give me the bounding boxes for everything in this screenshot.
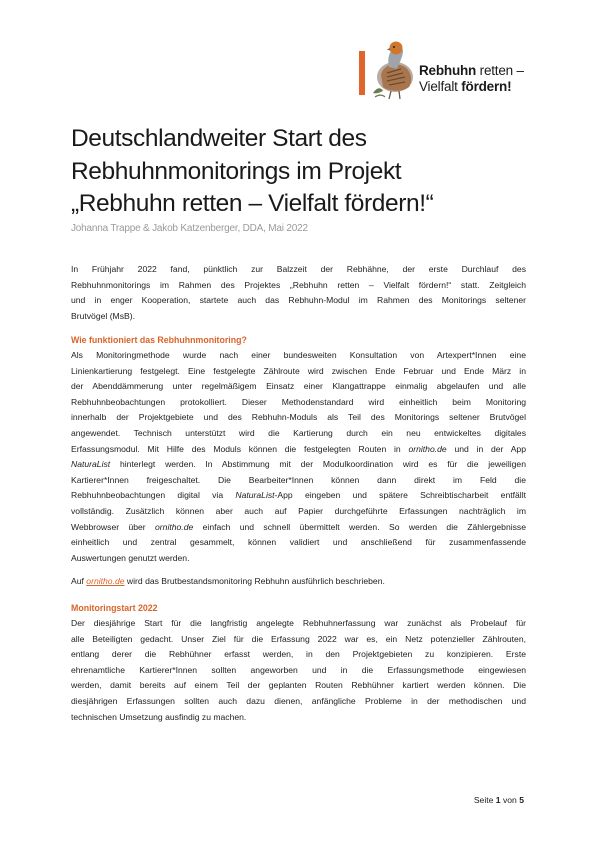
ornitho-reference: ornitho.de bbox=[408, 443, 447, 454]
text-line: Rebhuhnbeobachtungen protokolliert. Dieser Methodenstandard wird einheitlich beim Monitoring bbox=[71, 396, 526, 407]
text-line bbox=[71, 488, 526, 504]
partridge-icon bbox=[365, 31, 419, 101]
total-pages: 5 bbox=[519, 795, 524, 805]
text-line: einheitlich und zentral gesammelt, können validiert und anschließend für zusammenfassende bbox=[71, 537, 526, 548]
text-line: technischen Umsetzung ausfindig zu machen. bbox=[71, 711, 247, 722]
text-line bbox=[71, 442, 526, 458]
text-fragment: einfach und schnell übermittelt werden. So werden die Zählergebnisse bbox=[193, 521, 527, 532]
text-fragment: Rebhuhnbeobachtungen digital via bbox=[71, 490, 236, 501]
text-fragment: Webbrowser über bbox=[71, 521, 156, 532]
text-line: innerhalb der Projektgebiete und des Rebhuhn-Moduls als Teil des Monitorings seltener Brutvögel bbox=[71, 412, 526, 423]
page-number bbox=[474, 795, 524, 805]
text-fragment: -App eingeben und spätere Schreibtischarbeit entfällt bbox=[274, 490, 526, 501]
text-line bbox=[71, 457, 526, 473]
text-line: werden, damit bereits auf einem Teil der geplanten Routen Rebhühner kartiert werden können. Die bbox=[71, 680, 526, 691]
text-line: ehrenamtliche Kartierer*Innen sollten angeworben und in die Erfassungsmethode eingewiesen bbox=[71, 664, 526, 675]
text-line: Auswertungen genutzt werden. bbox=[71, 552, 190, 563]
title-line: Deutschlandweiter Start des bbox=[71, 125, 367, 152]
logo-word-retten: retten – bbox=[476, 63, 524, 78]
text-line: Brutvögel (MsB). bbox=[71, 310, 135, 321]
text-fragment: und in der App bbox=[446, 443, 526, 454]
text-line: und in enger Kooperation, startete auch das Rebhuhn-Modul im Rahmen des Monitorings seltener bbox=[71, 295, 526, 306]
method-paragraph bbox=[71, 348, 526, 566]
document-title bbox=[71, 123, 531, 221]
text-line: diesjährigen Erfassungen sollten auch dazu dienen, anfängliche Probleme in der methodischen und bbox=[71, 695, 526, 706]
text-line: Rebhuhnmonitorings im Rahmen des Projektes „Rebhuhn retten – Vielfalt fördern!“ statt. Zeitgleich bbox=[71, 279, 526, 290]
text-fragment: Auf bbox=[71, 576, 87, 586]
ornitho-reference: ornitho.de bbox=[155, 521, 194, 532]
current-page: 1 bbox=[495, 795, 501, 805]
section-heading-start: Monitoringstart 2022 bbox=[71, 603, 158, 613]
logo-word-vielfalt: Vielfalt bbox=[419, 79, 462, 94]
text-line: Linienkartierung festgelegt. Eine festgelegte Zählroute wird zwischen Ende Februar und Ende März in bbox=[71, 365, 526, 376]
text-line: In Frühjahr 2022 fand, pünktlich zur Balzzeit der Rebhähne, der erste Durchlauf des bbox=[71, 264, 526, 274]
text-line: der Abenddämmerung unter regelmäßigem Einsatz einer Klangattrappe einmalig abgelaufen und alle bbox=[71, 381, 526, 392]
ornitho-link[interactable]: ornitho.de bbox=[86, 576, 125, 586]
logo-word-foerdern: fördern! bbox=[461, 79, 512, 94]
text-line: Kartierer*Innen freigeschaltet. Die Bearbeiter*Innen können dann direkt im Feld die bbox=[71, 474, 526, 485]
intro-paragraph bbox=[71, 262, 526, 324]
project-logo bbox=[357, 31, 527, 101]
text-fragment: Erfassungsmodul. Mit Hilfe des Moduls können die festgelegten Routen in bbox=[71, 443, 409, 454]
logo-word-rebhuhn: Rebhuhn bbox=[419, 63, 477, 78]
title-line: „Rebhuhn retten – Vielfalt fördern!“ bbox=[71, 190, 434, 217]
text-line bbox=[71, 520, 526, 536]
page-separator: von bbox=[500, 795, 520, 805]
logo-text-line2 bbox=[419, 79, 511, 95]
text-fragment: hinterlegt werden. In Abstimmung mit der Modulkoordination wird es für die jeweiligen bbox=[110, 459, 526, 470]
start-paragraph bbox=[71, 616, 526, 725]
ornitho-note bbox=[71, 574, 526, 590]
title-line: Rebhuhnmonitorings im Projekt bbox=[71, 157, 402, 185]
text-line: Als Monitoringmethode wurde nach einer bundesweiten Konsultation von Artexpert*Innen eine bbox=[71, 350, 526, 360]
text-fragment: wird das Brutbestandsmonitoring Rebhuhn ausführlich beschrieben. bbox=[124, 576, 385, 586]
author-line: Johanna Trappe & Jakob Katzenberger, DDA, Mai 2022 bbox=[71, 223, 308, 234]
text-line: entlang derer die Rebhühner erfasst werden, in den Projektgebieten zu konzipieren. Erste bbox=[71, 649, 526, 660]
naturalist-reference: NaturaList bbox=[235, 490, 275, 501]
text-line: Der diesjährige Start für die langfristig angelegte Rebhuhnerfassung war zunächst als Probelauf für bbox=[71, 618, 526, 628]
text-line: alle Beteiligten gedacht. Unser Ziel für die Erfassung 2022 war es, ein Netz potenzieller Zählrouten, bbox=[71, 633, 526, 644]
section-heading-method: Wie funktioniert das Rebhuhnmonitoring? bbox=[71, 335, 247, 345]
page-label: Seite bbox=[473, 795, 496, 805]
text-line bbox=[71, 574, 526, 590]
logo-text-line1 bbox=[419, 63, 524, 79]
naturalist-reference: NaturaList bbox=[71, 459, 111, 470]
text-line: angewendet. Technisch unterstützt wird die Kartierung durch ein neu entwickeltes digitales bbox=[71, 427, 526, 438]
text-line: vollständig. Zusätzlich können aber auch auf Papier durchgeführte Erfassungen nachträglich im bbox=[71, 505, 526, 516]
